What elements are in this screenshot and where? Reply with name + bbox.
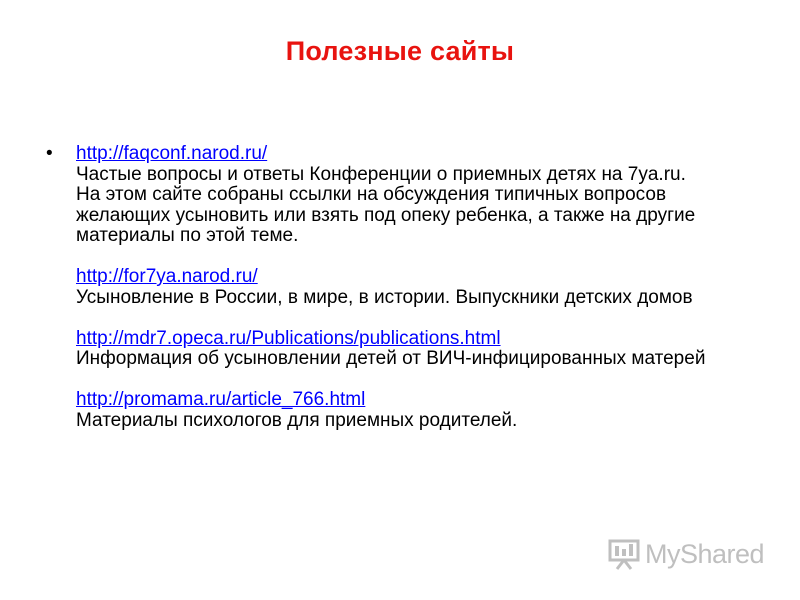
watermark-text: MyShared bbox=[645, 538, 765, 569]
resource-faqconf bbox=[76, 144, 736, 247]
resource-promama bbox=[76, 390, 736, 431]
resource-description: Частые вопросы и ответы Конференции о приемных детях на 7ya.ru. bbox=[76, 163, 686, 185]
link-promama[interactable]: http://promama.ru/article_766.html bbox=[76, 389, 366, 410]
resource-description: Информация об усыновлении детей от ВИЧ-инфицированных матерей bbox=[76, 348, 706, 369]
resource-description: Материалы психологов для приемных родителей. bbox=[76, 409, 518, 431]
resource-list bbox=[46, 144, 736, 431]
slide-title: Полезные сайты bbox=[285, 36, 515, 66]
presentation-board-icon bbox=[607, 537, 641, 571]
resource-description: Усыновление в России, в мире, в истории. Выпускники детских домов bbox=[76, 286, 693, 308]
bullet-point: • bbox=[46, 143, 53, 164]
resource-mdr7 bbox=[76, 329, 736, 370]
resource-for7ya bbox=[76, 267, 736, 308]
list-item bbox=[46, 144, 736, 431]
link-for7ya[interactable]: http://for7ya.narod.ru/ bbox=[76, 266, 258, 287]
link-mdr7[interactable]: http://mdr7.opeca.ru/Publications/publications.html bbox=[76, 327, 501, 349]
resource-extra-description: На этом сайте собраны ссылки на обсуждения типичных вопросов желающих усыновить или взять под опеку ребенка, а также на другие материалы по этой теме. bbox=[76, 184, 696, 246]
watermark bbox=[607, 537, 764, 571]
link-faqconf[interactable]: http://faqconf.narod.ru/ bbox=[76, 143, 268, 164]
